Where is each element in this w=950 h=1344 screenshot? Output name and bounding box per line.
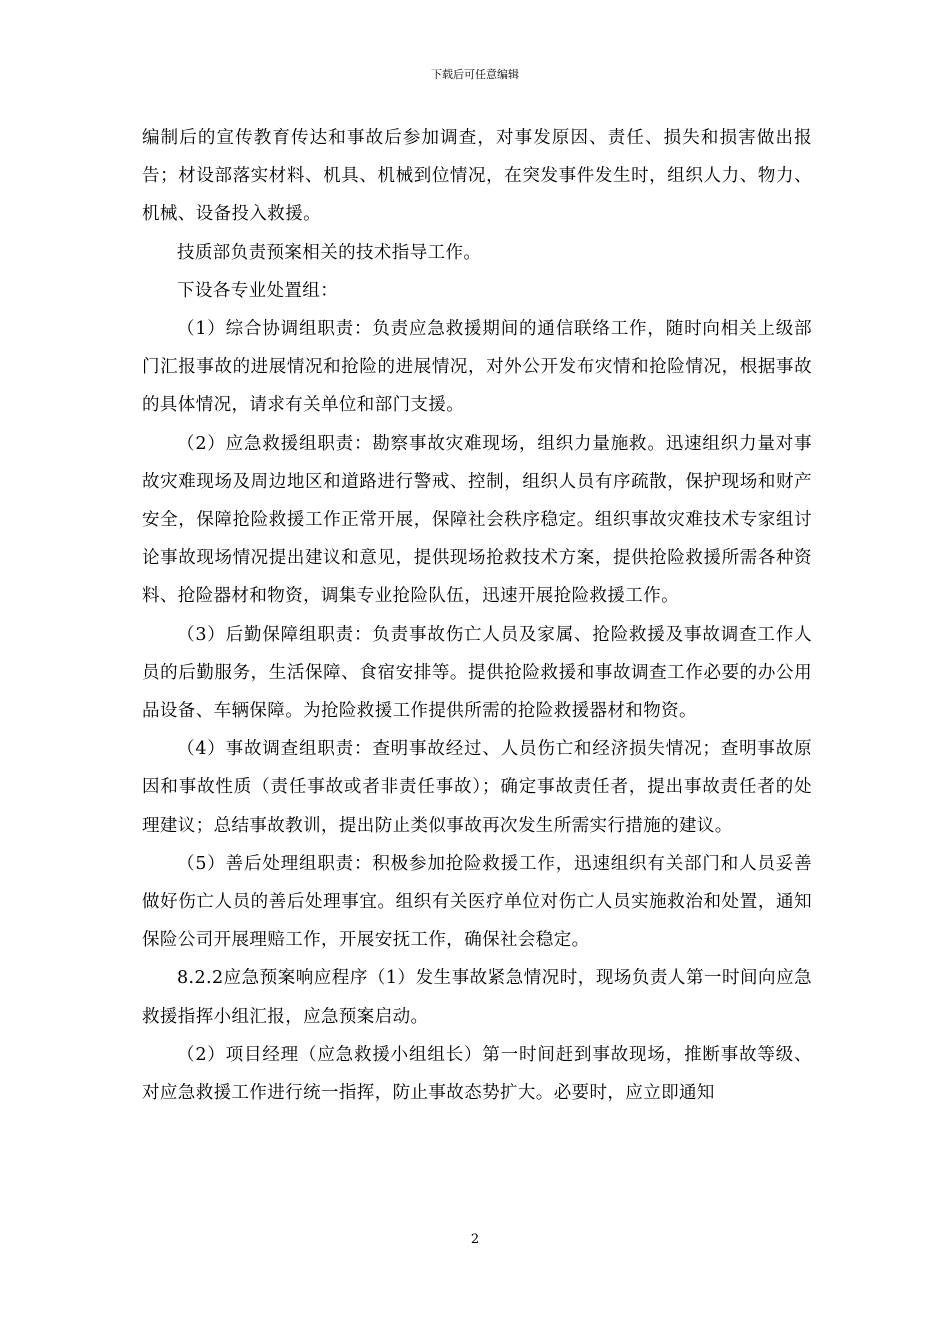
paragraph-7: （4）事故调查组职责：查明事故经过、人员伤亡和经济损失情况；查明事故原因和事故性质（责任事故或者非责任事故）；确定事故责任者，提出事故责任者的处理建议；总结事故教训，提出防止类似事故再次发生所需实行措施的建议。 bbox=[142, 739, 812, 836]
page-number: 2 bbox=[470, 1232, 480, 1247]
paragraph-10: （2）项目经理（应急救援小组组长）第一时间赶到事故现场，推断事故等级、对应急救援工作进行统一指挥，防止事故态势扩大。必要时，应立即通知 bbox=[142, 1044, 812, 1104]
document-body bbox=[142, 119, 812, 1112]
paragraph-4: （1）综合协调组职责：负责应急救援期间的通信联络工作，随时向相关上级部门汇报事故的进展情况和抢险的进展情况，对外公开发布灾情和抢险情况，根据事故的具体情况，请求有关单位和部门支援。 bbox=[142, 319, 812, 416]
paragraph-2: 技质部负责预案相关的技术指导工作。 bbox=[177, 242, 482, 263]
paragraph-5: （2）应急救援组职责：勘察事故灾难现场，组织力量施救。迅速组织力量对事故灾难现场及周边地区和道路进行警戒、控制，组织人员有序疏散，保护现场和财产安全，保障抢险救援工作正常开展，保障社会秩序稳定。组织事故灾难技术专家组讨论事故现场情况提出建议和意见，提供现场抢救技术方案，提供抢险救援所需各种资料、抢险器材和物资，调集专业抢险队伍，迅速开展抢险救援工作。 bbox=[142, 433, 812, 607]
paragraph-9: 8.2.2应急预案响应程序（1）发生事故紧急情况时，现场负责人第一时间向应急救援指挥小组汇报，应急预案启动。 bbox=[142, 968, 812, 1027]
paragraph-6: （3）后勤保障组职责：负责事故伤亡人员及家属、抢险救援及事故调查工作人员的后勤服务，生活保障、食宿安排等。提供抢险救援和事故调查工作必要的办公用品设备、车辆保障。为抢险救援工作提供所需的抢险救援器材和物资。 bbox=[142, 624, 812, 722]
paragraph-8: （5）善后处理组职责：积极参加抢险救援工作，迅速组织有关部门和人员妥善做好伤亡人员的善后处理事宜。组织有关医疗单位对伤亡人员实施救治和处置，通知保险公司开展理赔工作，开展安抚工作，确保社会稳定。 bbox=[142, 853, 812, 951]
paragraph-1: 编制后的宣传教育传达和事故后参加调查，对事发原因、责任、损失和损害做出报告；材设部落实材料、机具、机械到位情况，在突发事件发生时，组织人力、物力、机械、设备投入救援。 bbox=[142, 128, 812, 225]
paragraph-3: 下设各专业处置组： bbox=[177, 280, 339, 301]
page-header-note: 下载后可任意编辑 bbox=[431, 68, 519, 81]
